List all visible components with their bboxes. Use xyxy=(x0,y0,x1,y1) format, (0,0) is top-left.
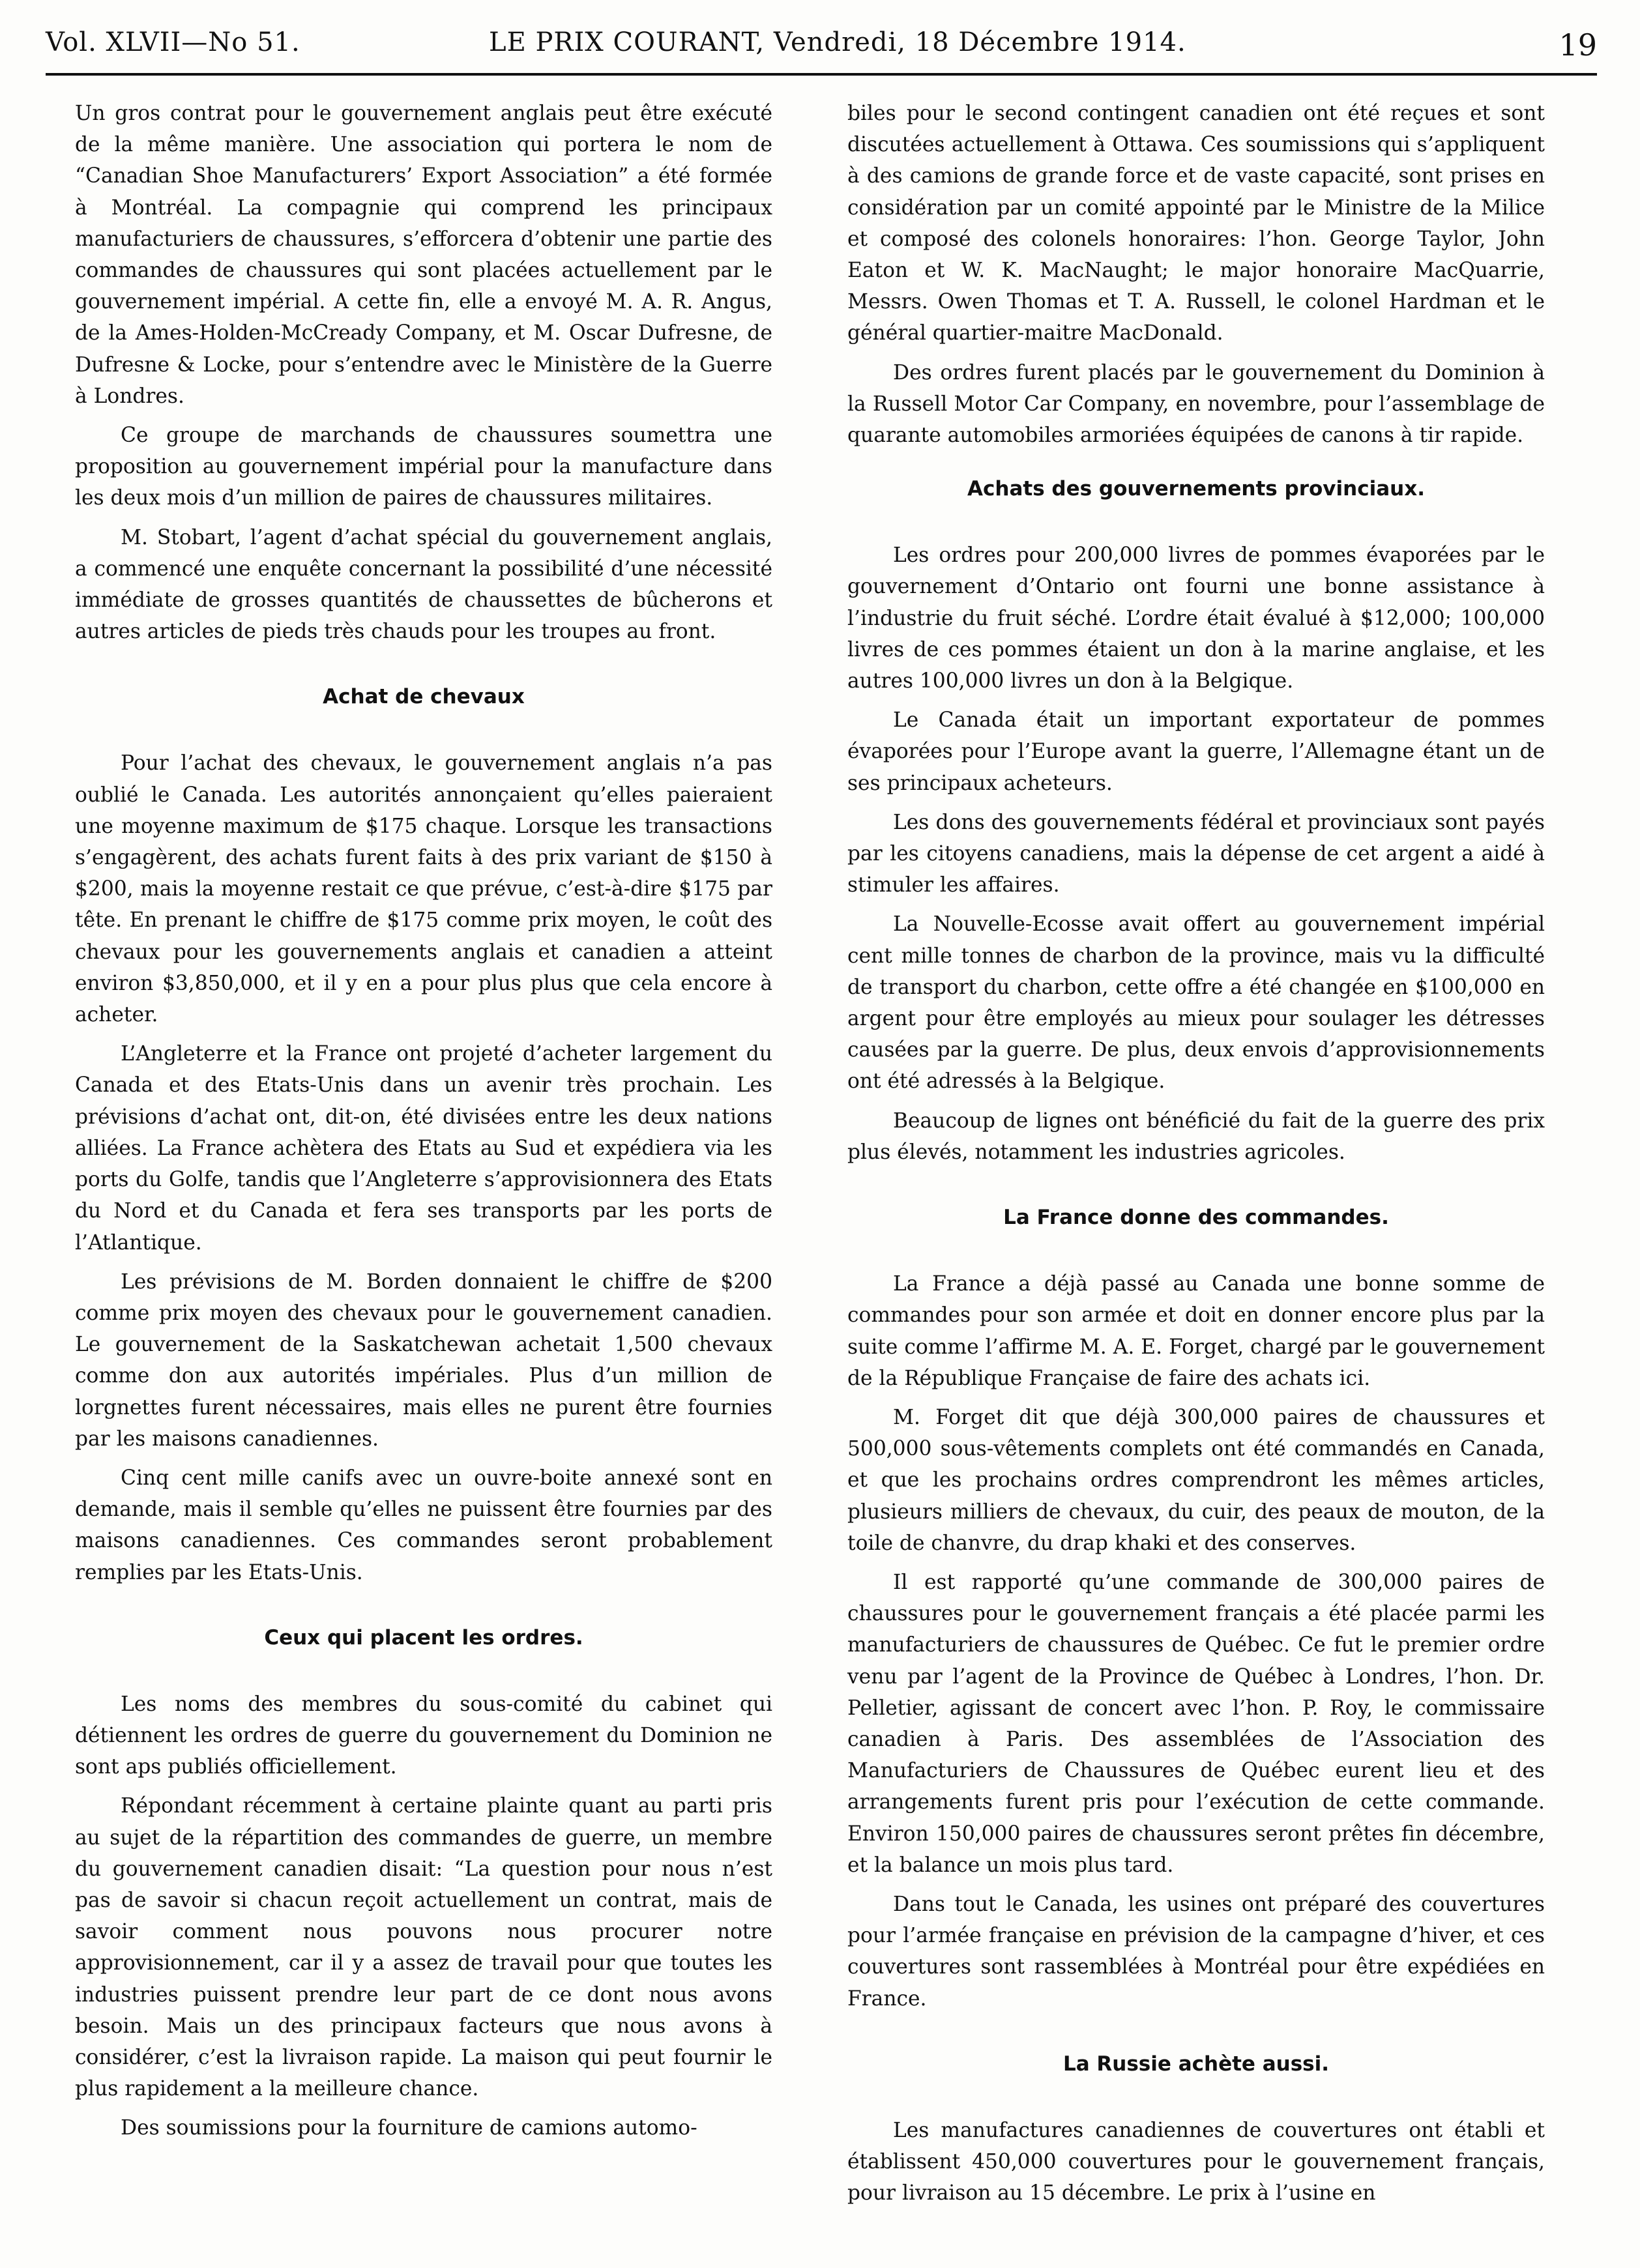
paragraph: Les manufactures canadiennes de couvertures ont établi et établissent 450,000 couvertures pour le gouvernement français, pour livraison au 15 décembre. Le prix à l’usine en xyxy=(847,2118,1545,2205)
publication-title-date: LE PRIX COURANT, Vendredi, 18 Décembre 1914. xyxy=(489,27,1186,57)
paragraph: Les prévisions de M. Borden donnaient le chiffre de $200 comme prix moyen des chevaux pour le gouvernement canadien. Le gouvernement de la Saskatchewan achetait 1,500 chevaux comme don aux autorités impériales. Plus d’un million de lorgnettes furent nécessaires, mais elles ne purent être fournies par les maisons canadiennes. xyxy=(75,1270,772,1451)
paragraph: Des ordres furent placés par le gouvernement du Dominion à la Russell Motor Car Company, en novembre, pour l’assemblage de quarante automobiles armoriées équipées de canons à tir rapide. xyxy=(847,360,1545,448)
paragraph: M. Forget dit que déjà 300,000 paires de chaussures et 500,000 sous-vêtements complets ont été commandés en Canada, et que les prochains ordres comprendront les mêmes articles, plusieurs milliers de chevaux, du cuir, des peaux de mouton, de la toile de chanvre, du drap khaki et des conserves. xyxy=(847,1405,1545,1555)
paragraph: Beaucoup de lignes ont bénéficié du fait de la guerre des prix plus élevés, notamment les industries agricoles. xyxy=(847,1109,1545,1164)
paragraph: Dans tout le Canada, les usines ont préparé des couvertures pour l’armée française en prévision de la campagne d’hiver, et ces couvertures sont rassemblées à Montréal pour être expédiées en France. xyxy=(847,1892,1545,2011)
paragraph: La Nouvelle-Ecosse avait offert au gouvernement impérial cent mille tonnes de charbon de la province, mais vu la difficulté de transport du charbon, cette offre a été changée en $100,000 en argent pour être employés au mieux pour soulager les détresses causées par la guerre. De plus, deux envois d’approvisionnements ont été adressés à la Belgique. xyxy=(847,912,1545,1094)
paragraph: Pour l’achat des chevaux, le gouvernement anglais n’a pas oublié le Canada. Les autorités annonçaient qu’elles paieraient une moyenne maximum de $175 chaque. Lorsque les transactions s’engagèrent, des achats furent faits à des prix variant de $150 à $200, mais la moyenne restait ce que prévue, c’est-à-dire $175 par tête. En prenant le chiffre de $175 comme prix moyen, le coût des chevaux pour les gouvernements anglais et canadien a atteint environ $3,850,000, et il y en a pour plus plus que cela encore à acheter. xyxy=(75,751,772,1027)
left-column xyxy=(75,98,772,2152)
paragraph: biles pour le second contingent canadien ont été reçues et sont discutées actuellement à Ottawa. Ces soumissions qui s’appliquent à des camions de grande force et de vaste capacité, sont prises en considération par un comité appointé par le Ministre de la Milice et composé des colonels honoraires: l’hon. George Taylor, John Eaton et W. K. MacNaught; le major honoraire MacQuarrie, Messrs. Owen Thomas et T. A. Russell, le colonel Hardman et le général quartier-maitre MacDonald. xyxy=(847,102,1545,345)
paragraph: Il est rapporté qu’une commande de 300,000 paires de chaussures pour le gouvernement français a été placée parmi les manufacturiers de chaussures de Québec. Ce fut le premier ordre venu par l’agent de la Province de Québec à Londres, l’hon. Dr. Pelletier, agissant de concert avec l’hon. P. Roy, le commissaire canadien à Paris. Des assemblées de l’Association des Manufacturiers de Chaussures de Québec eurent lieu et des arrangements furent pris pour l’exécution de cette commande. Environ 150,000 paires de chaussures seront prêtes fin décembre, et la balance un mois plus tard. xyxy=(847,1570,1545,1877)
page-header xyxy=(46,27,1597,80)
paragraph: Des soumissions pour la fourniture de camions automo- xyxy=(121,2116,697,2140)
right-column xyxy=(847,98,1545,2217)
paragraph: Ce groupe de marchands de chaussures soumettra une proposition au gouvernement impérial pour la manufacture dans les deux mois d’un million de paires de chaussures militaires. xyxy=(75,424,772,510)
section-heading-ordres: Ceux qui placent les ordres. xyxy=(264,1625,583,1650)
paragraph: Les dons des gouvernements fédéral et provinciaux sont payés par les citoyens canadiens, mais la dépense de cet argent a aidé à stimuler les affaires. xyxy=(847,810,1545,897)
paragraph: Cinq cent mille canifs avec un ouvre-boite annexé sont en demande, mais il semble qu’elles ne puissent être fournies par des maisons canadiennes. Ces commandes seront probablement remplies par les Etats-Unis. xyxy=(75,1466,772,1584)
paragraph: La France a déjà passé au Canada une bonne somme de commandes pour son armée et doit en donner encore plus par la suite comme l’affirme M. A. E. Forget, chargé par le gouvernement de la République Française de faire des achats ici. xyxy=(847,1272,1545,1390)
section-heading-provinciaux: Achats des gouvernements provinciaux. xyxy=(967,477,1425,501)
page-number: 19 xyxy=(1559,27,1597,63)
volume-number: Vol. XLVII—No 51. xyxy=(46,27,300,57)
paragraph: Répondant récemment à certaine plainte quant au parti pris au sujet de la répartition des commandes de guerre, un membre du gouvernement canadien disait: “La question pour nous n’est pas de savoir si chacun reçoit actuellement un contrat, mais de savoir comment nous pouvons nous procurer notre approvisionnement, car il y a assez de travail pour que toutes les industries puissent prendre leur part de ce dont nous avons besoin. Mais un des principaux facteurs que nous avons à considérer, c’est la livraison rapide. La maison qui peut fournir le plus rapidement a la meilleure chance. xyxy=(75,1794,772,2101)
section-heading-france: La France donne des commandes. xyxy=(1003,1206,1389,1230)
paragraph: Le Canada était un important exportateur de pommes évaporées pour l’Europe avant la guerre, l’Allemagne étant un de ses principaux acheteurs. xyxy=(847,708,1545,795)
paragraph: Les noms des membres du sous-comité du cabinet qui détiennent les ordres de guerre du gouvernement du Dominion ne sont aps publiés officiellement. xyxy=(75,1692,772,1779)
section-heading-chevaux: Achat de chevaux xyxy=(323,685,525,709)
paragraph: Les ordres pour 200,000 livres de pommes évaporées par le gouvernement d’Ontario ont fourni une bonne assistance à l’industrie du fruit séché. L’ordre était évalué à $12,000; 100,000 livres de ces pommes étaient un don à la marine anglaise, et les autres 100,000 livres un don à la Belgique. xyxy=(847,544,1545,693)
paragraph: M. Stobart, l’agent d’achat spécial du gouvernement anglais, a commencé une enquête concernant la possibilité d’une nécessité immédiate de grosses quantités de chaussettes de bûcherons et autres articles de pieds très chauds pour les troupes au front. xyxy=(75,525,772,644)
paragraph: L’Angleterre et la France ont projeté d’acheter largement du Canada et des Etats-Unis dans un avenir très prochain. Les prévisions d’achat ont, dit-on, été divisées entre les deux nations alliées. La France achètera des Etats au Sud et expédiera via les ports du Golfe, tandis que l’Angleterre s’approvisionnera des Etats du Nord et du Canada et fera ses transports par les ports de l’Atlantique. xyxy=(75,1042,772,1255)
paragraph: Un gros contrat pour le gouvernement anglais peut être exécuté de la même manière. Une association qui portera le nom de “Canadian Shoe Manufacturers’ Export Association” a été formée à Montréal. La compagnie qui comprend les principaux manufacturiers de chaussures, s’efforcera d’obtenir une partie des commandes de chaussures qui sont placées actuellement par le gouvernement impérial. A cette fin, elle a envoyé M. A. R. Angus, de la Ames-Holden-McCready Company, et M. Oscar Dufresne, de Dufresne & Locke, pour s’entendre avec le Ministère de la Guerre à Londres. xyxy=(75,102,772,408)
header-rule xyxy=(46,73,1597,76)
section-heading-russie: La Russie achète aussi. xyxy=(1062,2052,1330,2076)
